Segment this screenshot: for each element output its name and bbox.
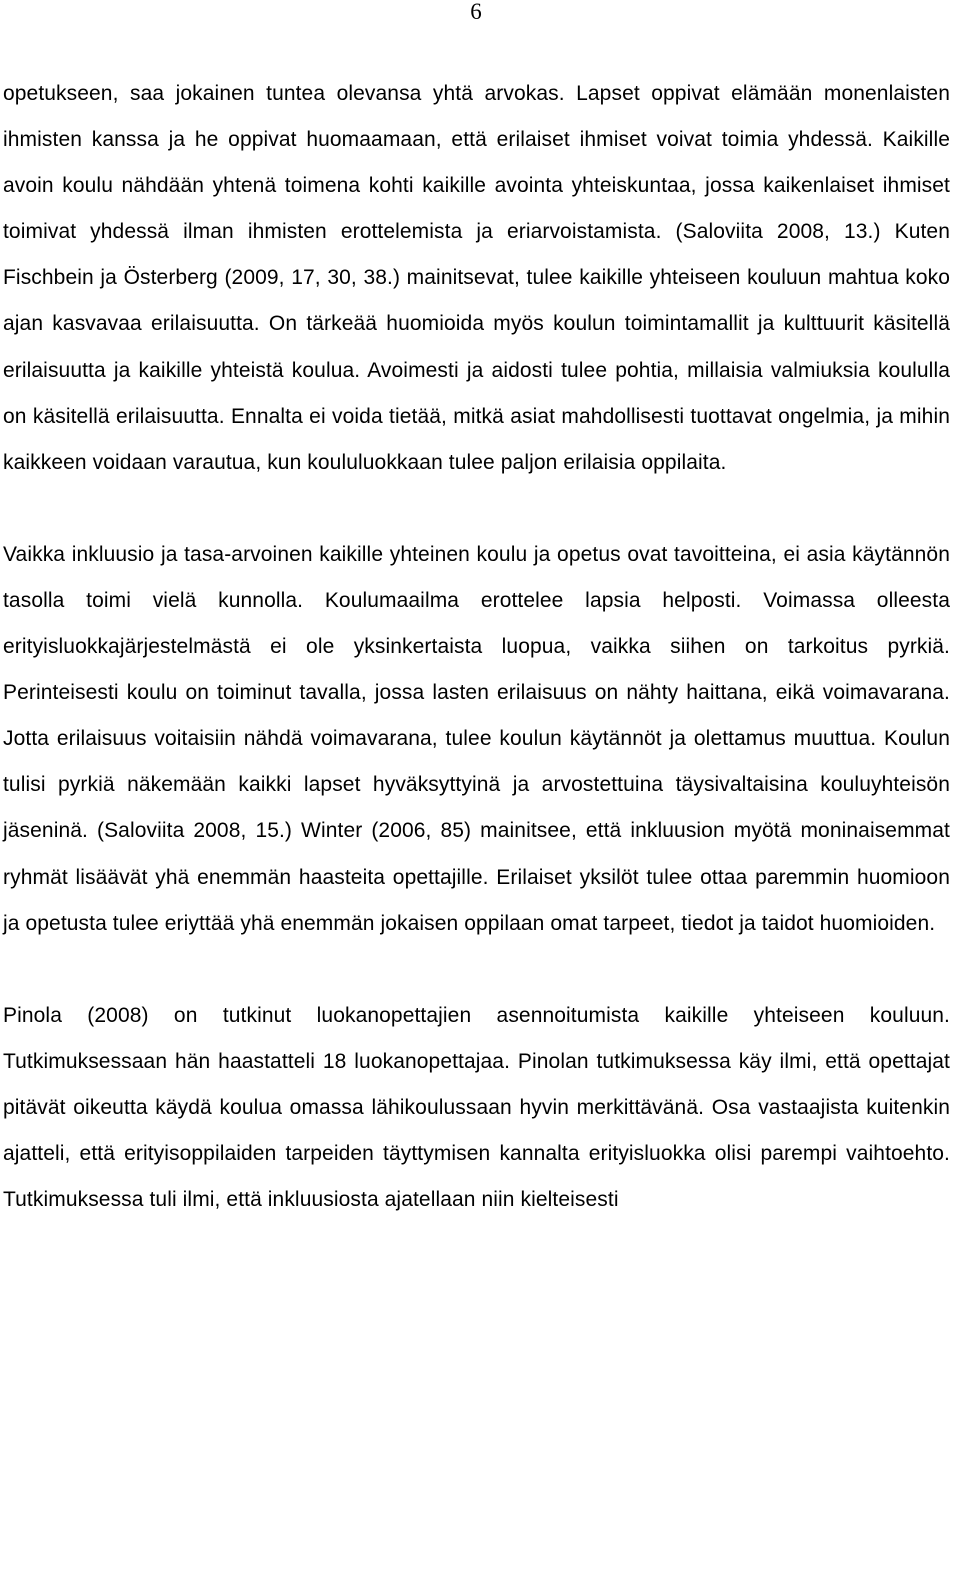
paragraph-gap [3, 947, 950, 993]
paragraph-2: Vaikka inkluusio ja tasa-arvoinen kaikille yhteinen koulu ja opetus ovat tavoitteina, ei asia käytännön tasolla toimi vielä kunnolla. Koulumaailma erottelee lapsia helposti. Voimassa olleesta erityisluokkajärjestelmästä ei ole yksinkertaista luopua, vaikka siihen on tarkoitus pyrkiä. Perinteisesti koulu on toiminut tavalla, jossa lasten erilaisuus on nähty haittana, eikä voimavarana. Jotta erilaisuus voitaisiin nähdä voimavarana, tulee koulun käytännöt ja olettamus muuttua. Koulun tulisi pyrkiä näkemään kaikki lapset hyväksyttyinä ja arvostettuina täysivaltaisina kouluyhteisön jäseninä. (Saloviita 2008, 15.) Winter (2006, 85) mainitsee, että inkluusion myötä moninaisemmat ryhmät lisäävät yhä enemmän haasteita opettajille. Erilaiset yksilöt tulee ottaa paremmin huomioon ja opetusta tulee eriyttää yhä enemmän jokaisen oppilaan omat tarpeet, tiedot ja taidot huomioiden. [3, 542, 950, 935]
page-number: 6 [470, 0, 482, 24]
paragraph-gap [3, 486, 950, 532]
body-text [3, 71, 950, 1223]
paragraph-1: opetukseen, saa jokainen tuntea olevansa yhtä arvokas. Lapset oppivat elämään monenlaisten ihmisten kanssa ja he oppivat huomaamaan, että erilaiset ihmiset voivat toimia yhdessä. Kaikille avoin koulu nähdään yhtenä toimena kohti kaikille avointa yhteiskuntaa, jossa kaikenlaiset ihmiset toimivat yhdessä ilman ihmisten erottelemista ja eriarvoistamista. (Saloviita 2008, 13.) Kuten Fischbein ja Österberg (2009, 17, 30, 38.) mainitsevat, tulee kaikille yhteiseen kouluun mahtua koko ajan kasvavaa erilaisuutta. On tärkeää huomioida myös koulun toimintamallit ja kulttuurit käsitellä erilaisuutta ja kaikille yhteistä koulua. Avoimesti ja aidosti tulee pohtia, millaisia valmiuksia koululla on käsitellä erilaisuutta. Ennalta ei voida tietää, mitkä asiat mahdollisesti tuottavat ongelmia, ja mihin kaikkeen voidaan varautua, kun koululuokkaan tulee paljon erilaisia oppilaita. [3, 82, 950, 474]
paragraph-3: Pinola (2008) on tutkinut luokanopettajien asennoitumista kaikille yhteiseen kouluun. Tutkimuksessaan hän haastatteli 18 luokanopettajaa. Pinolan tutkimuksessa käy ilmi, että opettajat pitävät oikeutta käydä koulua omassa lähikoulussaan hyvin merkittävänä. Osa vastaajista kuitenkin ajatteli, että erityisoppilaiden tarpeiden täyttymisen kannalta erityisluokka olisi parempi vaihtoehto. Tutkimuksessa tuli ilmi, että inkluusiosta ajatellaan niin kielteisesti [3, 1003, 950, 1212]
